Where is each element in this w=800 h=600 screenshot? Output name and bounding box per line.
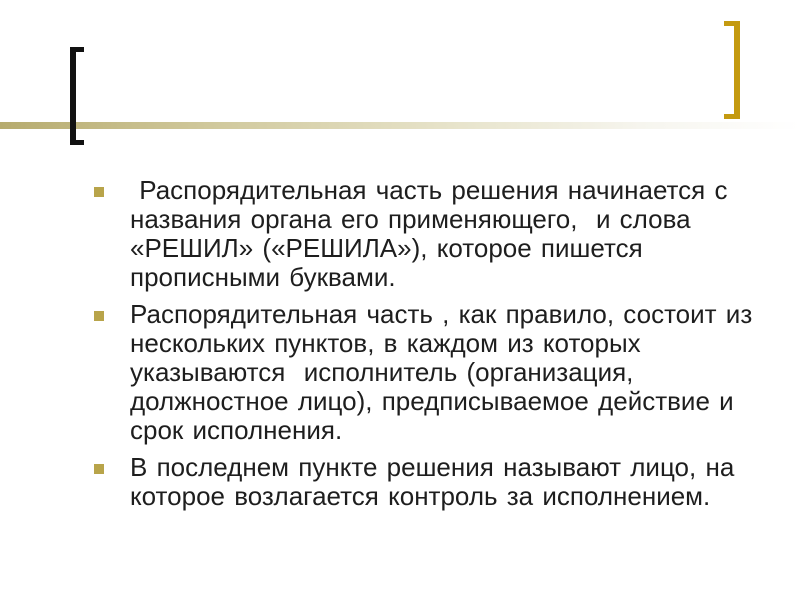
left-bracket-icon: [70, 47, 84, 145]
right-bracket-icon: [724, 21, 740, 119]
bullet-text: Распорядительная часть , как правило, состоит из нескольких пунктов, в каждом из которых указываются исполнитель (организация, должностное лицо), предписываемое действие и срок исполнения.: [130, 299, 762, 445]
bullet-list: [94, 176, 774, 511]
bullet-item: [94, 176, 774, 292]
title-divider: [0, 122, 800, 129]
square-bullet-icon: [94, 187, 104, 197]
square-bullet-icon: [94, 311, 104, 321]
square-bullet-icon: [94, 464, 104, 474]
bullet-item: [94, 300, 774, 445]
slide-body: [94, 176, 774, 519]
bullet-item: [94, 453, 774, 511]
bullet-text: Распорядительная часть решения начинается с названия органа его применяющего, и слова «РЕШИЛ» («РЕШИЛА»), которое пишется прописными буквами.: [130, 175, 737, 292]
bullet-text: В последнем пункте решения называют лицо, на которое возлагается контроль за исполнением.: [130, 452, 744, 511]
